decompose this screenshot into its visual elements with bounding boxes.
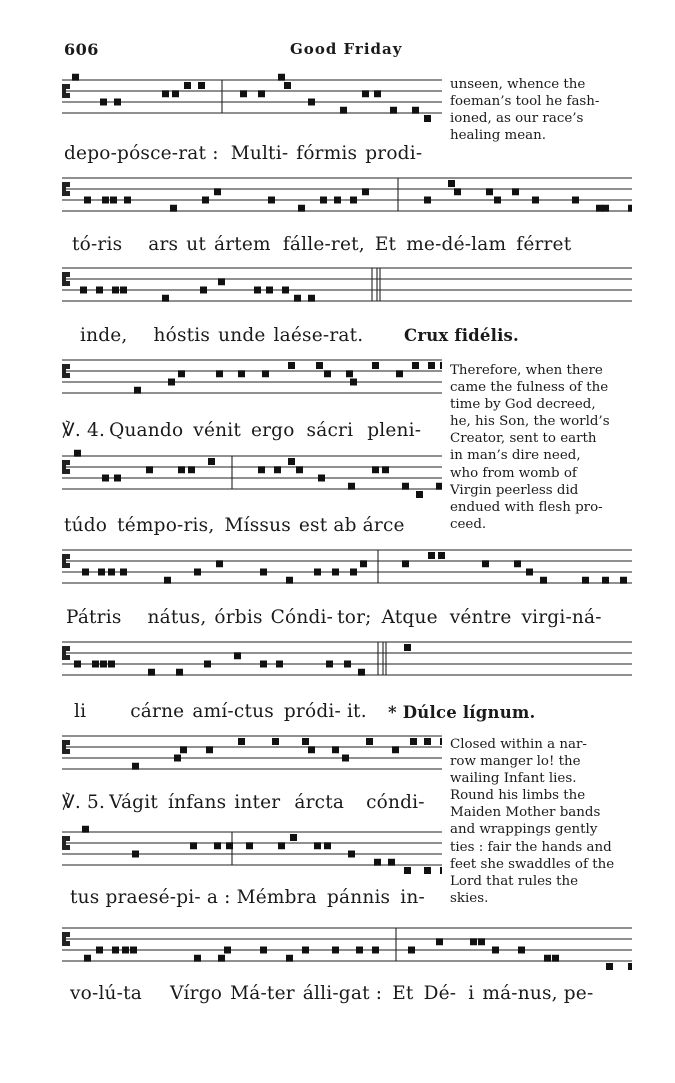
translation-line: he, his Son, the world’s: [450, 414, 610, 430]
neume: [162, 90, 169, 97]
neume: [74, 450, 81, 457]
neume: [262, 370, 269, 377]
neume: [348, 483, 355, 490]
translation-line: skies.: [450, 890, 489, 906]
music-staff-3: [62, 262, 632, 324]
music-staff-10: [62, 922, 632, 986]
neume: [482, 560, 489, 567]
neume: [214, 188, 221, 195]
neume: [224, 947, 231, 954]
translation-line: and wrappings gently: [450, 822, 598, 838]
neume: [582, 577, 589, 584]
syllable: tó-ris: [72, 234, 123, 255]
syllable: pánnis: [326, 887, 391, 908]
syllable: virgi-ná-: [521, 607, 602, 628]
translation-line: Therefore, when there: [450, 363, 603, 378]
neume: [396, 370, 403, 377]
translation-line: in man’s dire need,: [450, 448, 581, 464]
syllable: férret: [516, 234, 572, 255]
translation-line: feet she swaddles of the: [450, 856, 615, 872]
lyric-line-1: [64, 143, 422, 164]
neume: [486, 188, 493, 195]
neume: [122, 947, 129, 954]
neume: [202, 197, 209, 204]
translation-line: ties : fair the hands and: [450, 839, 612, 855]
syllable: sácri: [306, 420, 354, 441]
translation-line: ioned, as our race’s: [450, 111, 584, 127]
neume: [412, 362, 419, 369]
neume: [348, 851, 355, 858]
neume: [436, 938, 443, 945]
neume: [134, 387, 141, 394]
neume: [478, 938, 485, 945]
syllable: Multi-: [230, 143, 289, 164]
syllable: depo-pósce-rat :: [64, 143, 219, 164]
neume: [246, 842, 253, 849]
translation-block-1: [450, 76, 628, 144]
neume: [374, 859, 381, 866]
neume: [602, 577, 609, 584]
neume: [320, 197, 327, 204]
translation-block-3: [450, 736, 628, 907]
neume: [410, 738, 417, 745]
neume: [514, 560, 521, 567]
neume: [526, 569, 533, 576]
syllable: nátus,: [147, 607, 207, 628]
neume: [314, 842, 321, 849]
neume: [208, 458, 215, 465]
neume: [628, 963, 632, 970]
neume: [184, 82, 191, 89]
syllable: Et: [392, 983, 414, 1004]
neume: [298, 205, 305, 212]
neume: [172, 90, 179, 97]
neume: [424, 115, 431, 122]
neume: [178, 466, 185, 473]
neume: [326, 661, 333, 668]
neume: [98, 569, 105, 576]
syllable: fórmis: [296, 143, 358, 164]
neume: [178, 370, 185, 377]
syllable: Quando: [109, 420, 184, 441]
neume: [314, 569, 321, 576]
syllable: tus: [70, 887, 100, 908]
neume: [424, 738, 431, 745]
music-staff-6: [62, 544, 632, 608]
syllable: cóndi-: [366, 792, 425, 813]
syllable: pe-: [563, 983, 594, 1004]
neume: [308, 746, 315, 753]
neume: [194, 955, 201, 962]
lyric-line-7: [74, 701, 367, 722]
music-staff-8: [62, 730, 442, 792]
neume: [274, 466, 281, 473]
syllable: túdo: [64, 515, 108, 536]
neume: [114, 475, 121, 482]
neume: [440, 362, 442, 369]
syllable: vénit: [193, 420, 241, 441]
syllable: pródi-: [283, 701, 341, 722]
translation-line: ceed.: [450, 516, 487, 532]
translation-line: Virgin peerless did: [450, 482, 579, 498]
lyric-line-4: [62, 420, 421, 441]
neume: [350, 569, 357, 576]
neume: [402, 560, 409, 567]
neume: [540, 577, 547, 584]
neume: [606, 963, 613, 970]
neume: [512, 188, 519, 195]
neume: [190, 842, 197, 849]
neume: [268, 197, 275, 204]
lyric-line-6: [66, 607, 602, 628]
verse-number: ℣. 5.: [62, 792, 106, 813]
syllable: Dé-: [423, 983, 457, 1004]
neume: [296, 466, 303, 473]
neume: [392, 746, 399, 753]
syllable: inter: [234, 792, 281, 813]
syllable: ab: [333, 515, 357, 536]
translation-line: who from womb of: [450, 465, 577, 481]
syllable: álli-gat :: [302, 983, 383, 1004]
neume: [276, 661, 283, 668]
syllable: in-: [400, 887, 425, 908]
neume: [84, 197, 91, 204]
neume: [388, 859, 395, 866]
neume: [356, 947, 363, 954]
neume: [372, 362, 379, 369]
neume: [324, 842, 331, 849]
syllable: it.: [346, 701, 367, 722]
neume: [260, 661, 267, 668]
neume: [366, 738, 373, 745]
neume: [346, 370, 353, 377]
lyric-line-9: [70, 887, 425, 908]
lyric-line-5: [64, 515, 405, 536]
neume: [216, 370, 223, 377]
neume: [620, 577, 627, 584]
neume: [288, 458, 295, 465]
neume: [428, 552, 435, 559]
neume: [82, 826, 89, 833]
music-staff-7: [62, 636, 632, 698]
neume: [200, 287, 207, 294]
neume: [254, 287, 261, 294]
refrain-dulce-lignum: * Dúlce lígnum.: [388, 703, 536, 722]
syllable: cárne: [130, 701, 185, 722]
lyric-line-8: [62, 792, 425, 813]
syllable: ártem: [214, 234, 271, 255]
neume: [80, 287, 87, 294]
neume: [390, 107, 397, 114]
neume: [372, 466, 379, 473]
syllable: ergo: [250, 420, 295, 441]
music-staff-1: [62, 68, 442, 140]
neume: [102, 475, 109, 482]
syllable: me-dé-lam: [406, 234, 507, 255]
syllable: laése-rat.: [273, 325, 364, 346]
neume: [112, 947, 119, 954]
neume: [218, 955, 225, 962]
neume: [286, 955, 293, 962]
neume: [374, 90, 381, 97]
neume: [216, 560, 223, 567]
music-staff-9: [62, 818, 442, 890]
translation-line: came the fulness of the: [450, 380, 609, 396]
running-title: Good Friday: [290, 40, 403, 58]
syllable: pleni-: [367, 420, 422, 441]
neume: [132, 763, 139, 770]
neume: [344, 661, 351, 668]
neume: [290, 834, 297, 841]
neume: [108, 661, 115, 668]
refrain-crux-fidelis: Crux fidélis.: [404, 326, 519, 345]
neume: [214, 842, 221, 849]
neume: [258, 466, 265, 473]
neume: [448, 180, 455, 187]
lyric-line-3: [80, 325, 363, 346]
neume: [102, 197, 109, 204]
translation-line: Lord that rules the: [450, 873, 579, 889]
syllable: praesé-pi-: [105, 887, 201, 908]
translation-line: row manger lo! the: [450, 754, 581, 770]
neume: [272, 738, 279, 745]
page-header: [64, 40, 634, 62]
neume: [360, 560, 367, 567]
neume: [340, 107, 347, 114]
neume: [438, 552, 445, 559]
neume: [412, 107, 419, 114]
translation-line: Maiden Mother bands: [450, 805, 601, 821]
neume: [194, 569, 201, 576]
neume: [318, 475, 325, 482]
neume: [110, 197, 117, 204]
neume: [234, 652, 241, 659]
neume: [120, 287, 127, 294]
neume: [114, 99, 121, 106]
neume: [302, 947, 309, 954]
neume: [332, 947, 339, 954]
neume: [544, 955, 551, 962]
neume: [148, 669, 155, 676]
neume: [132, 851, 139, 858]
neume: [120, 569, 127, 576]
syllable: ars: [148, 234, 179, 255]
syllable: Pátris: [66, 607, 122, 628]
neume: [174, 755, 181, 762]
music-staff-5: [62, 442, 442, 514]
neume: [266, 287, 273, 294]
syllable: ut: [186, 234, 206, 255]
syllable: má-nus,: [482, 983, 558, 1004]
syllable: Vágit: [109, 792, 158, 813]
neume: [428, 362, 435, 369]
neume: [284, 82, 291, 89]
music-staff-2: [62, 172, 632, 236]
neume: [440, 738, 442, 745]
syllable: a :: [206, 887, 231, 908]
neume: [226, 842, 233, 849]
verse-number: ℣. 4.: [62, 420, 106, 441]
translation-line: Creator, sent to earth: [450, 431, 597, 447]
translation-block-2: [450, 362, 628, 533]
translation-line: time by God decreed,: [450, 397, 596, 413]
neume: [602, 205, 609, 212]
translation-line: endued with flesh pro-: [450, 499, 603, 515]
neume: [96, 947, 103, 954]
syllable: inde,: [80, 325, 128, 346]
neume: [358, 669, 365, 676]
neume: [454, 188, 461, 195]
neume: [408, 947, 415, 954]
neume: [74, 661, 81, 668]
neume: [334, 197, 341, 204]
syllable: unde: [218, 325, 266, 346]
neume: [100, 99, 107, 106]
neume: [424, 867, 431, 874]
neume: [260, 569, 267, 576]
neume: [258, 90, 265, 97]
neume: [168, 379, 175, 386]
syllable: Mémbra: [236, 887, 317, 908]
neume: [404, 644, 411, 651]
neume: [316, 362, 323, 369]
neume: [440, 867, 442, 874]
neume: [206, 746, 213, 753]
neume: [164, 577, 171, 584]
syllable: amí-ctus: [192, 701, 274, 722]
syllable: tor;: [337, 607, 372, 628]
neume: [286, 577, 293, 584]
neume: [308, 99, 315, 106]
neume: [112, 287, 119, 294]
syllable: Et: [374, 234, 397, 255]
neume: [180, 746, 187, 753]
neume: [278, 74, 285, 81]
neume: [416, 491, 423, 498]
neume: [324, 370, 331, 377]
neume: [362, 188, 369, 195]
neume: [204, 661, 211, 668]
neume: [96, 287, 103, 294]
neume: [470, 938, 477, 945]
neume: [72, 74, 79, 81]
syllable: prodi-: [365, 143, 423, 164]
neume: [424, 197, 431, 204]
neume: [100, 661, 107, 668]
neume: [260, 947, 267, 954]
syllable: Míssus: [224, 515, 291, 536]
lyric-line-10: [70, 983, 593, 1004]
neume: [108, 569, 115, 576]
syllable: témpo-ris,: [117, 515, 215, 536]
syllable: órbis: [214, 607, 263, 628]
neume: [278, 842, 285, 849]
syllable: Vírgo: [170, 983, 223, 1004]
translation-line: Closed within a nar-: [450, 737, 587, 752]
neume: [188, 466, 195, 473]
neume: [240, 90, 247, 97]
neume: [596, 205, 603, 212]
syllable: hóstis: [153, 325, 211, 346]
neume: [572, 197, 579, 204]
syllable: Atque: [381, 607, 438, 628]
neume: [82, 569, 89, 576]
syllable: i: [468, 983, 475, 1004]
neume: [436, 483, 442, 490]
syllable: véntre: [449, 607, 512, 628]
translation-line: wailing Infant lies.: [450, 771, 577, 787]
neume: [532, 197, 539, 204]
neume: [238, 370, 245, 377]
neume: [402, 483, 409, 490]
syllable: li: [74, 701, 87, 722]
lyric-line-2: [72, 234, 571, 255]
neume: [362, 90, 369, 97]
neume: [170, 205, 177, 212]
translation-line: foeman’s tool he fash-: [450, 94, 600, 110]
syllable: Má-ter: [230, 983, 295, 1004]
neume: [176, 669, 183, 676]
neume: [404, 867, 411, 874]
neume: [342, 755, 349, 762]
neume: [492, 947, 499, 954]
page-number: 606: [64, 40, 99, 59]
syllable: fálle-ret,: [282, 234, 365, 255]
neume: [382, 466, 389, 473]
syllable: árcta: [294, 792, 345, 813]
neume: [518, 947, 525, 954]
neume: [198, 82, 205, 89]
neume: [294, 295, 301, 302]
syllable: vo-lú-ta: [70, 983, 142, 1004]
neume: [332, 569, 339, 576]
syllable: árce: [362, 515, 405, 536]
neume: [218, 278, 225, 285]
syllable: Cóndi-: [270, 607, 334, 628]
syllable: ínfans: [167, 792, 227, 813]
neume: [372, 947, 379, 954]
neume: [552, 955, 559, 962]
neume: [124, 197, 131, 204]
translation-line: Round his limbs the: [450, 788, 586, 804]
neume: [238, 738, 245, 745]
neume: [494, 197, 501, 204]
music-staff-4: [62, 354, 442, 416]
neume: [146, 466, 153, 473]
translation-line: healing mean.: [450, 128, 547, 144]
neume: [302, 738, 309, 745]
neume: [84, 955, 91, 962]
neume: [308, 295, 315, 302]
neume: [350, 197, 357, 204]
neume: [332, 746, 339, 753]
neume: [282, 287, 289, 294]
neume: [628, 205, 632, 212]
neume: [162, 295, 169, 302]
syllable: est: [298, 515, 328, 536]
neume: [130, 947, 137, 954]
neume: [288, 362, 295, 369]
translation-line: unseen, whence the: [450, 77, 586, 92]
neume: [350, 379, 357, 386]
neume: [92, 661, 99, 668]
